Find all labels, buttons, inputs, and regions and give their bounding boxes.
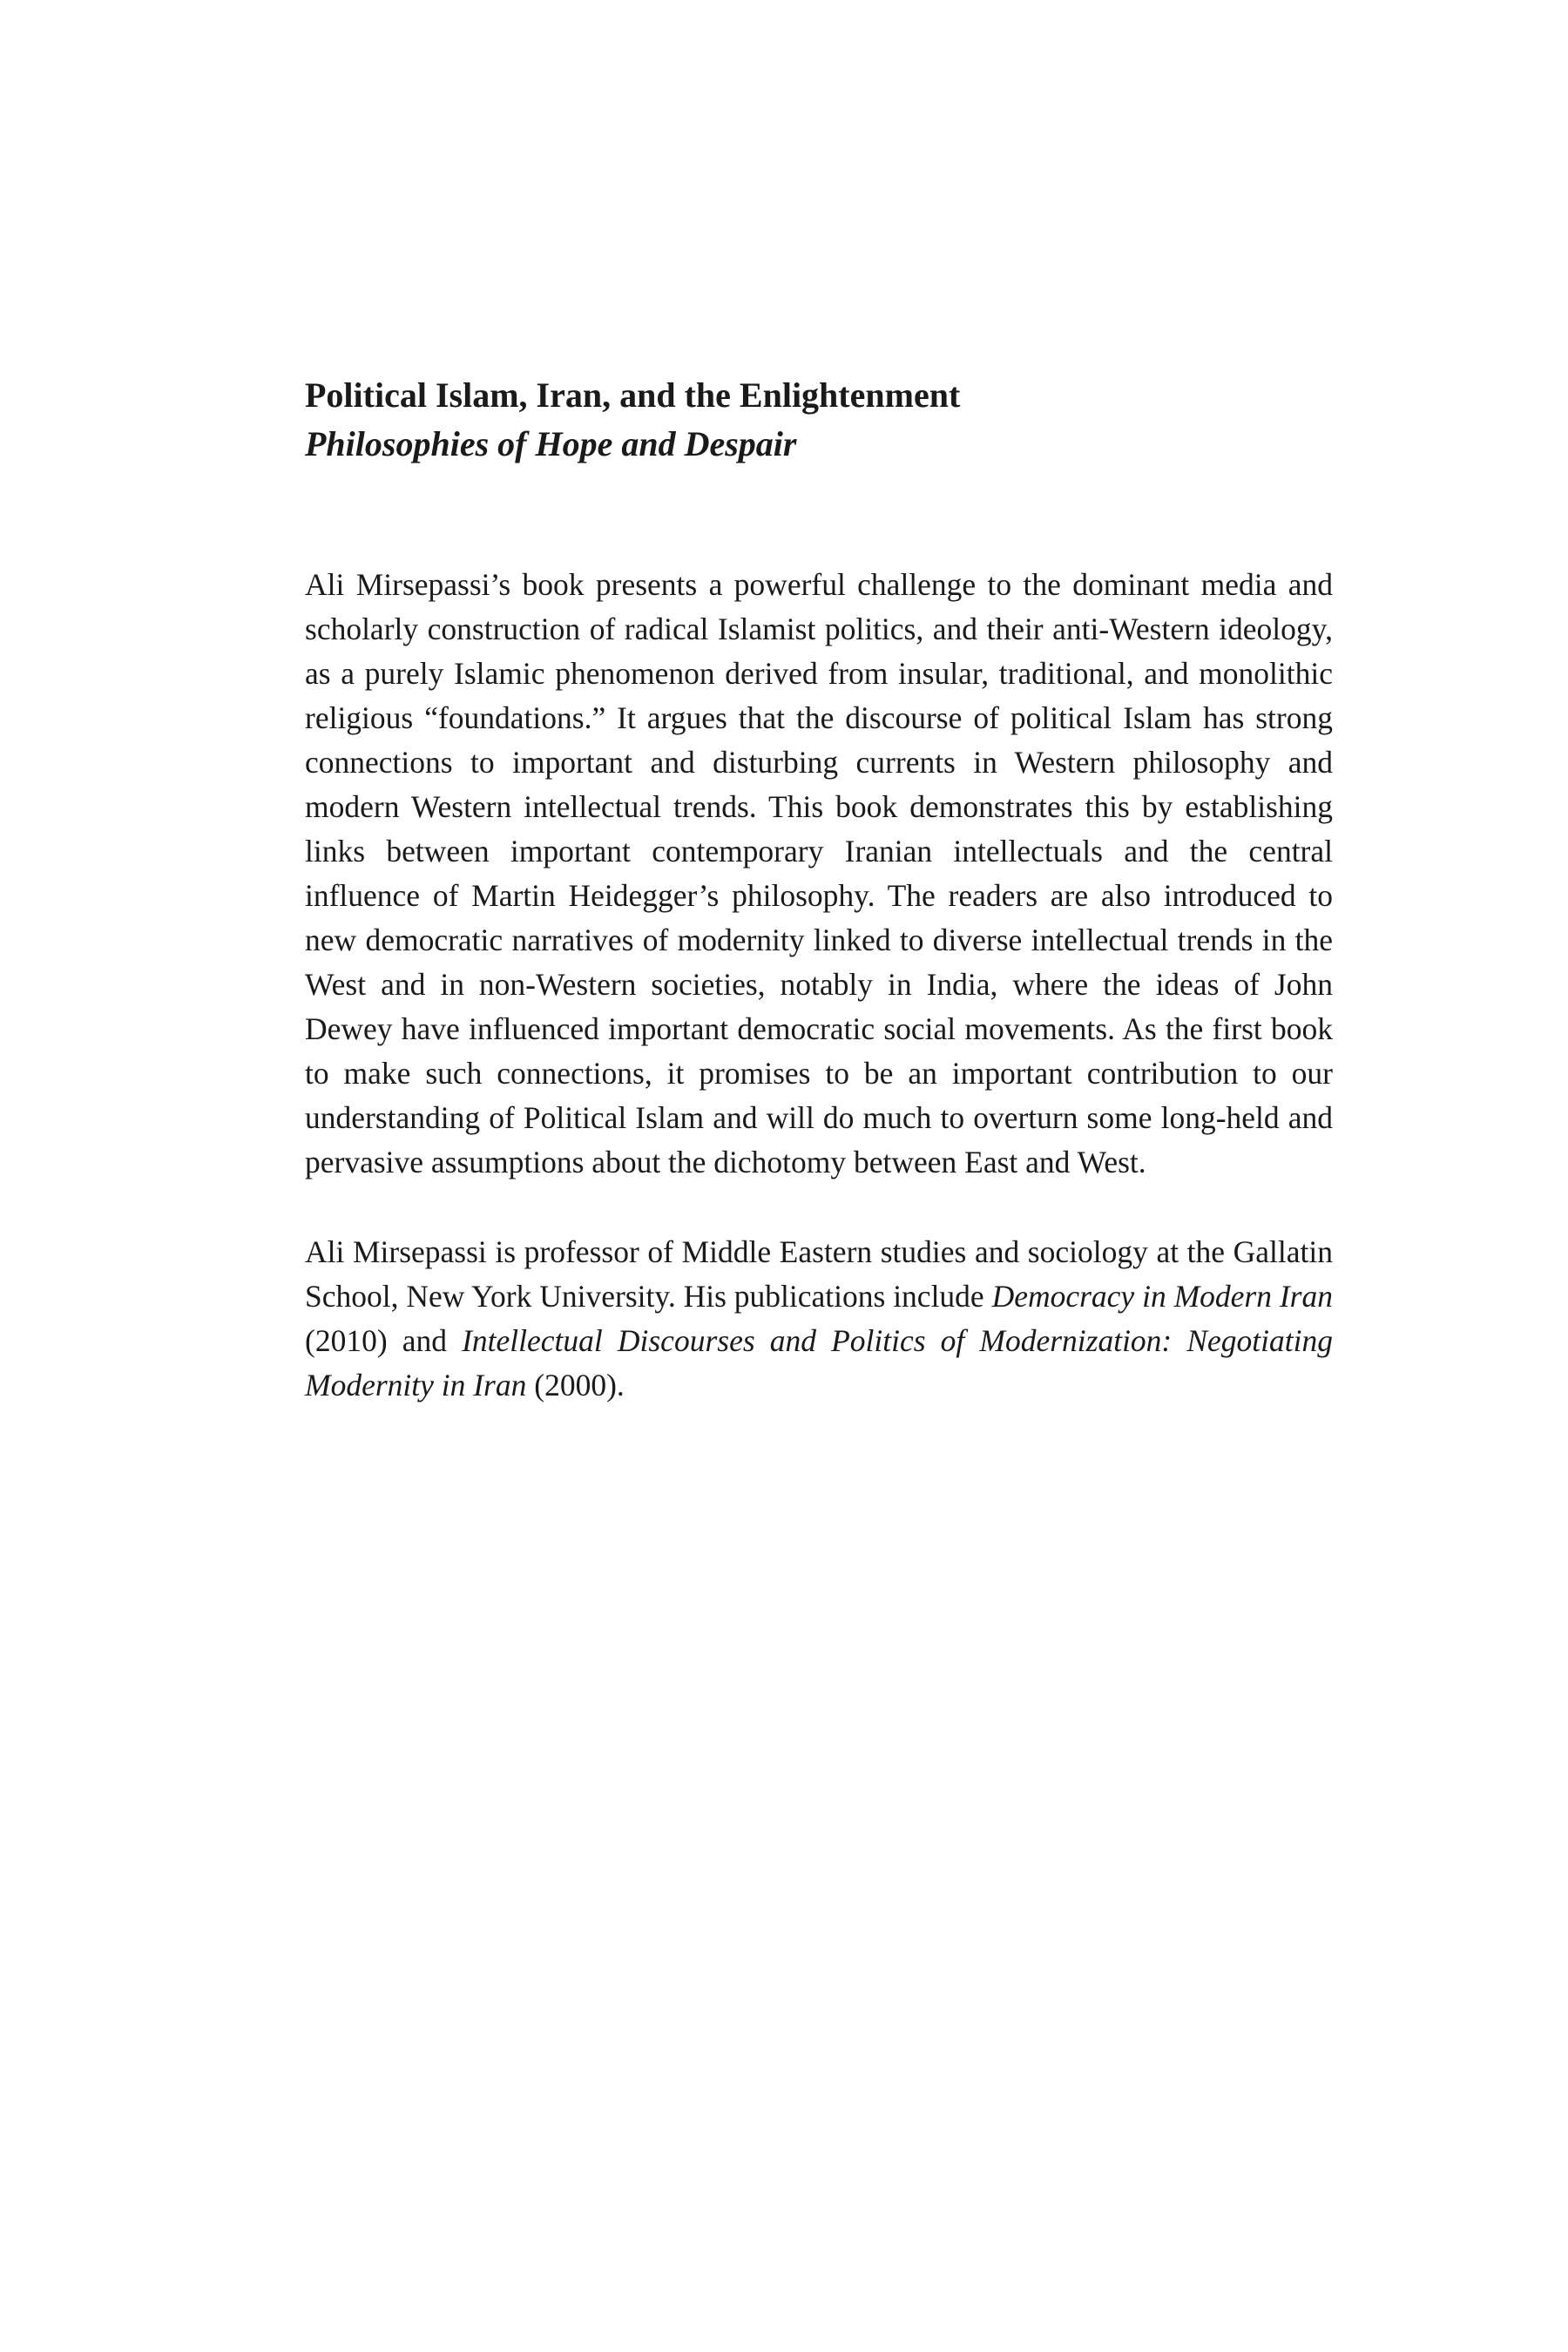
- author-bio-intro: Ali Mirsepassi is professor of Middle Eastern studies and sociology at the Gallatin School, New York University. His publications include: [305, 1234, 1333, 1314]
- work-title-1: Democracy in Modern Iran: [991, 1279, 1333, 1314]
- work-year-1: (2010) and: [305, 1323, 463, 1358]
- author-bio: [305, 1230, 1333, 1408]
- half-title-page: [305, 373, 1333, 1408]
- work-title-2: Intellectual Discourses and Politics of Modernization: Negotiating Modernity in Iran: [305, 1323, 1333, 1402]
- work-year-2: (2000).: [526, 1368, 625, 1402]
- book-subtitle: Philosophies of Hope and Despair: [305, 424, 797, 463]
- book-title: Political Islam, Iran, and the Enlightenment: [305, 375, 961, 415]
- book-description: Ali Mirsepassi’s book presents a powerful challenge to the dominant media and scholarly construction of radical Islamist politics, and their anti-Western ideology, as a purely Islamic phenomenon derived from insular, traditional, and monolithic religious “foundations.” It argues that the discourse of political Islam has strong connections to important and disturbing currents in Western philosophy and modern Western intellectual trends. This book demonstrates this by establishing links between important contemporary Iranian intellectuals and the central influence of Martin Heidegger’s philosophy. The readers are also introduced to new democratic narratives of modernity linked to diverse intellectual trends in the West and in non-Western societies, notably in India, where the ideas of John Dewey have influenced important democratic social movements. As the first book to make such connections, it promises to be an important contribution to our understanding of Political Islam and will do much to overturn some long-held and pervasive assumptions about the dichotomy between East and West.: [305, 567, 1333, 1179]
